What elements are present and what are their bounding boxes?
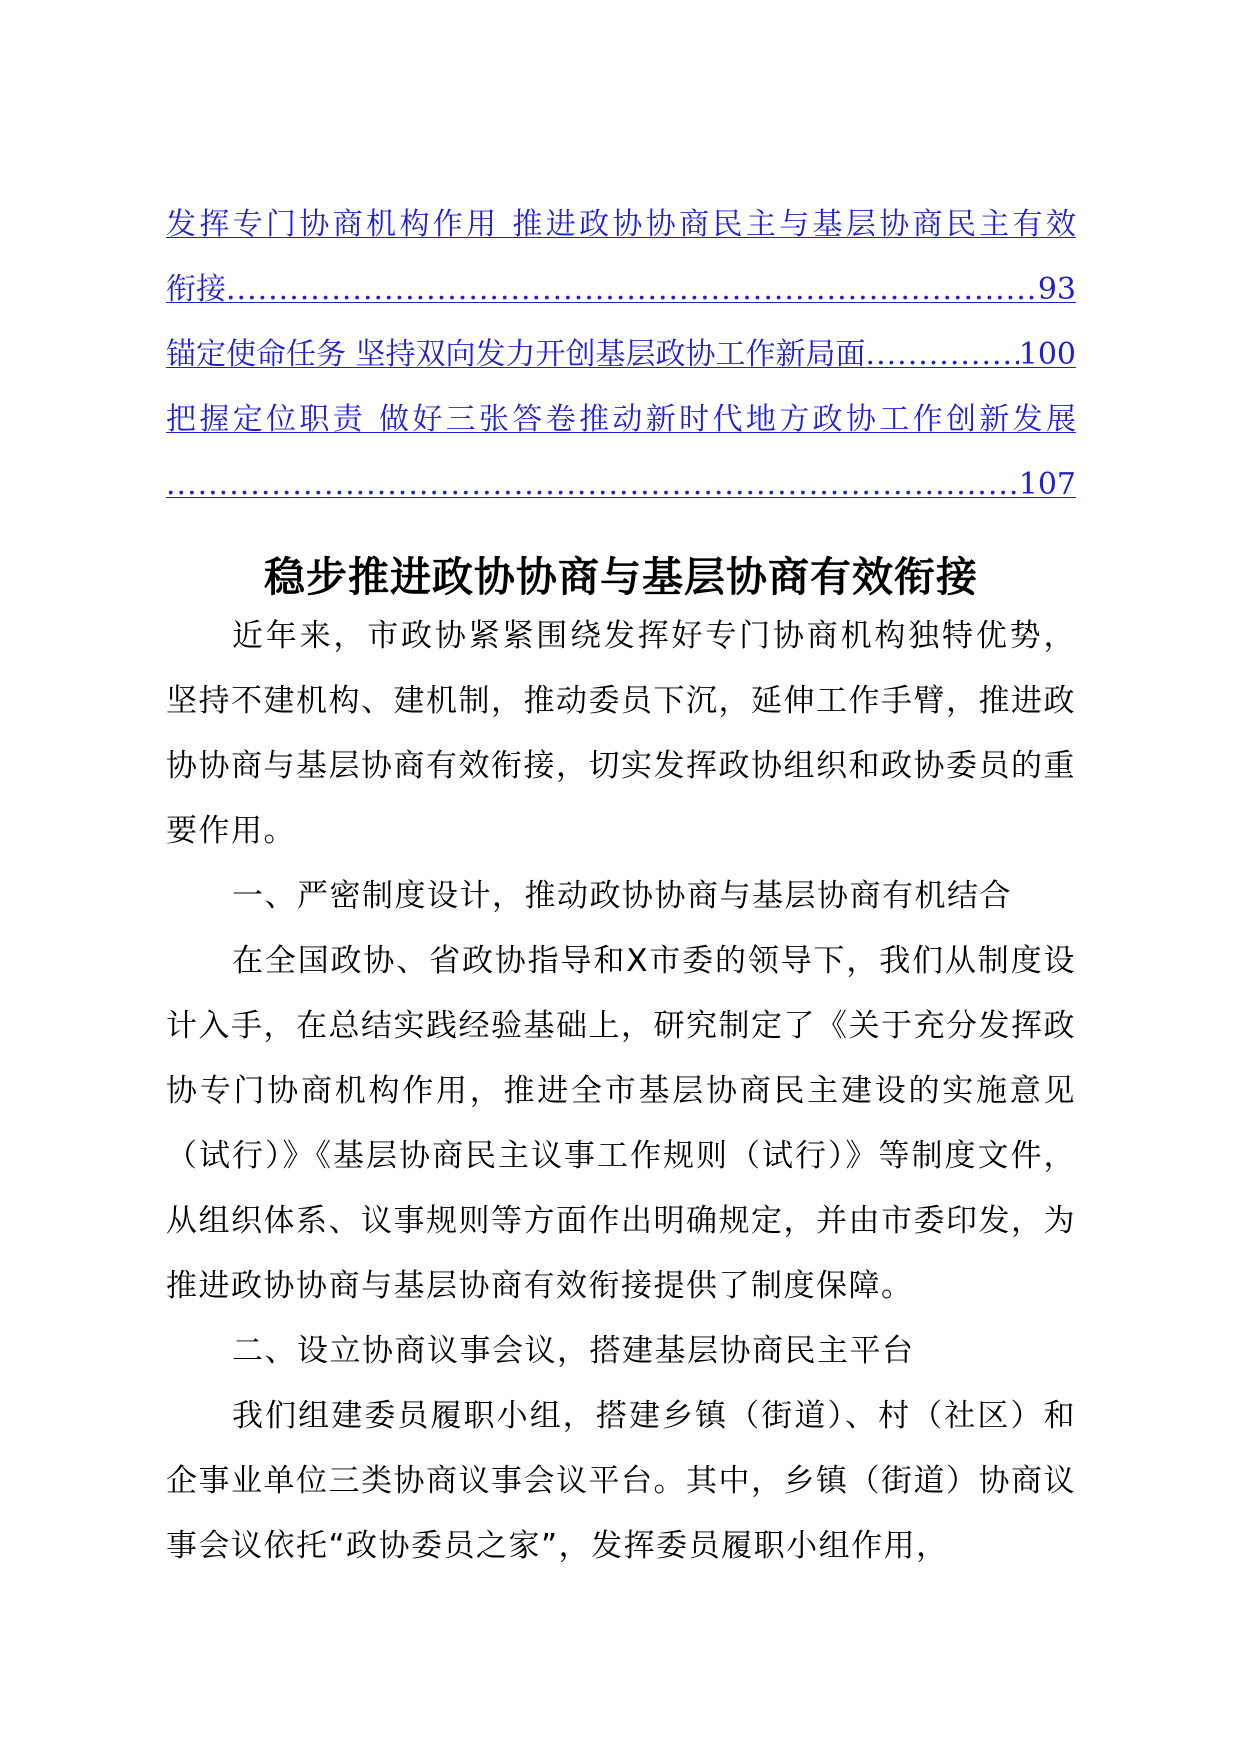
toc-page-number: 100 — [1018, 337, 1076, 372]
article-body — [166, 604, 1076, 1579]
toc-entry-2[interactable] — [166, 322, 1076, 387]
section-2-heading: 二、设立协商议事会议，搭建基层协商民主平台 — [232, 1333, 915, 1369]
section-1-paragraph: 在全国政协、省政协指导和X市委的领导下，我们从制度设计入手，在总结实践经验基础上，研究制定了《关于充分发挥政协专门协商机构作用，推进全市基层协商民主建设的实施意见（试行）》《基层协商民主议事工作规则（试行）》等制度文件，从组织体系、议事规则等方面作出明确规定，并由市委印发，为推进政协协商与基层协商有效衔接提供了制度保障。 — [166, 943, 1076, 1304]
toc-dot-leader — [166, 452, 1019, 517]
toc-entry-1[interactable] — [166, 192, 1076, 322]
toc-dot-leader — [226, 257, 1038, 322]
table-of-contents — [166, 192, 1076, 517]
toc-dot-leader — [866, 322, 1019, 387]
section-1-heading: 一、严密制度设计，推动政协协商与基层协商有机结合 — [232, 878, 1012, 914]
section-2-paragraph: 我们组建委员履职小组，搭建乡镇（街道）、村（社区）和企事业单位三类协商议事会议平台。其中，乡镇（街道）协商议事会议依托“政协委员之家”，发挥委员履职小组作用， — [166, 1398, 1076, 1564]
toc-entry-title: 锚定使命任务 坚持双向发力开创基层政协工作新局面 — [166, 337, 866, 372]
toc-page-number: 107 — [1018, 467, 1076, 502]
intro-paragraph: 近年来，市政协紧紧围绕发挥好专门协商机构独特优势，坚持不建机构、建机制，推动委员下沉，延伸工作手臂，推进政协协商与基层协商有效衔接，切实发挥政协组织和政协委员的重要作用。 — [166, 618, 1076, 849]
toc-entry-title-continued: 衔接 — [166, 272, 226, 307]
toc-page-number: 93 — [1037, 272, 1076, 307]
toc-entry-title: 发挥专门协商机构作用 推进政协协商民主与基层协商民主有效 — [166, 207, 1076, 242]
toc-entry-3[interactable] — [166, 387, 1076, 517]
toc-entry-title: 把握定位职责 做好三张答卷推动新时代地方政协工作创新发展 — [166, 402, 1076, 437]
article-title: 稳步推进政协协商与基层协商有效衔接 — [264, 553, 978, 602]
